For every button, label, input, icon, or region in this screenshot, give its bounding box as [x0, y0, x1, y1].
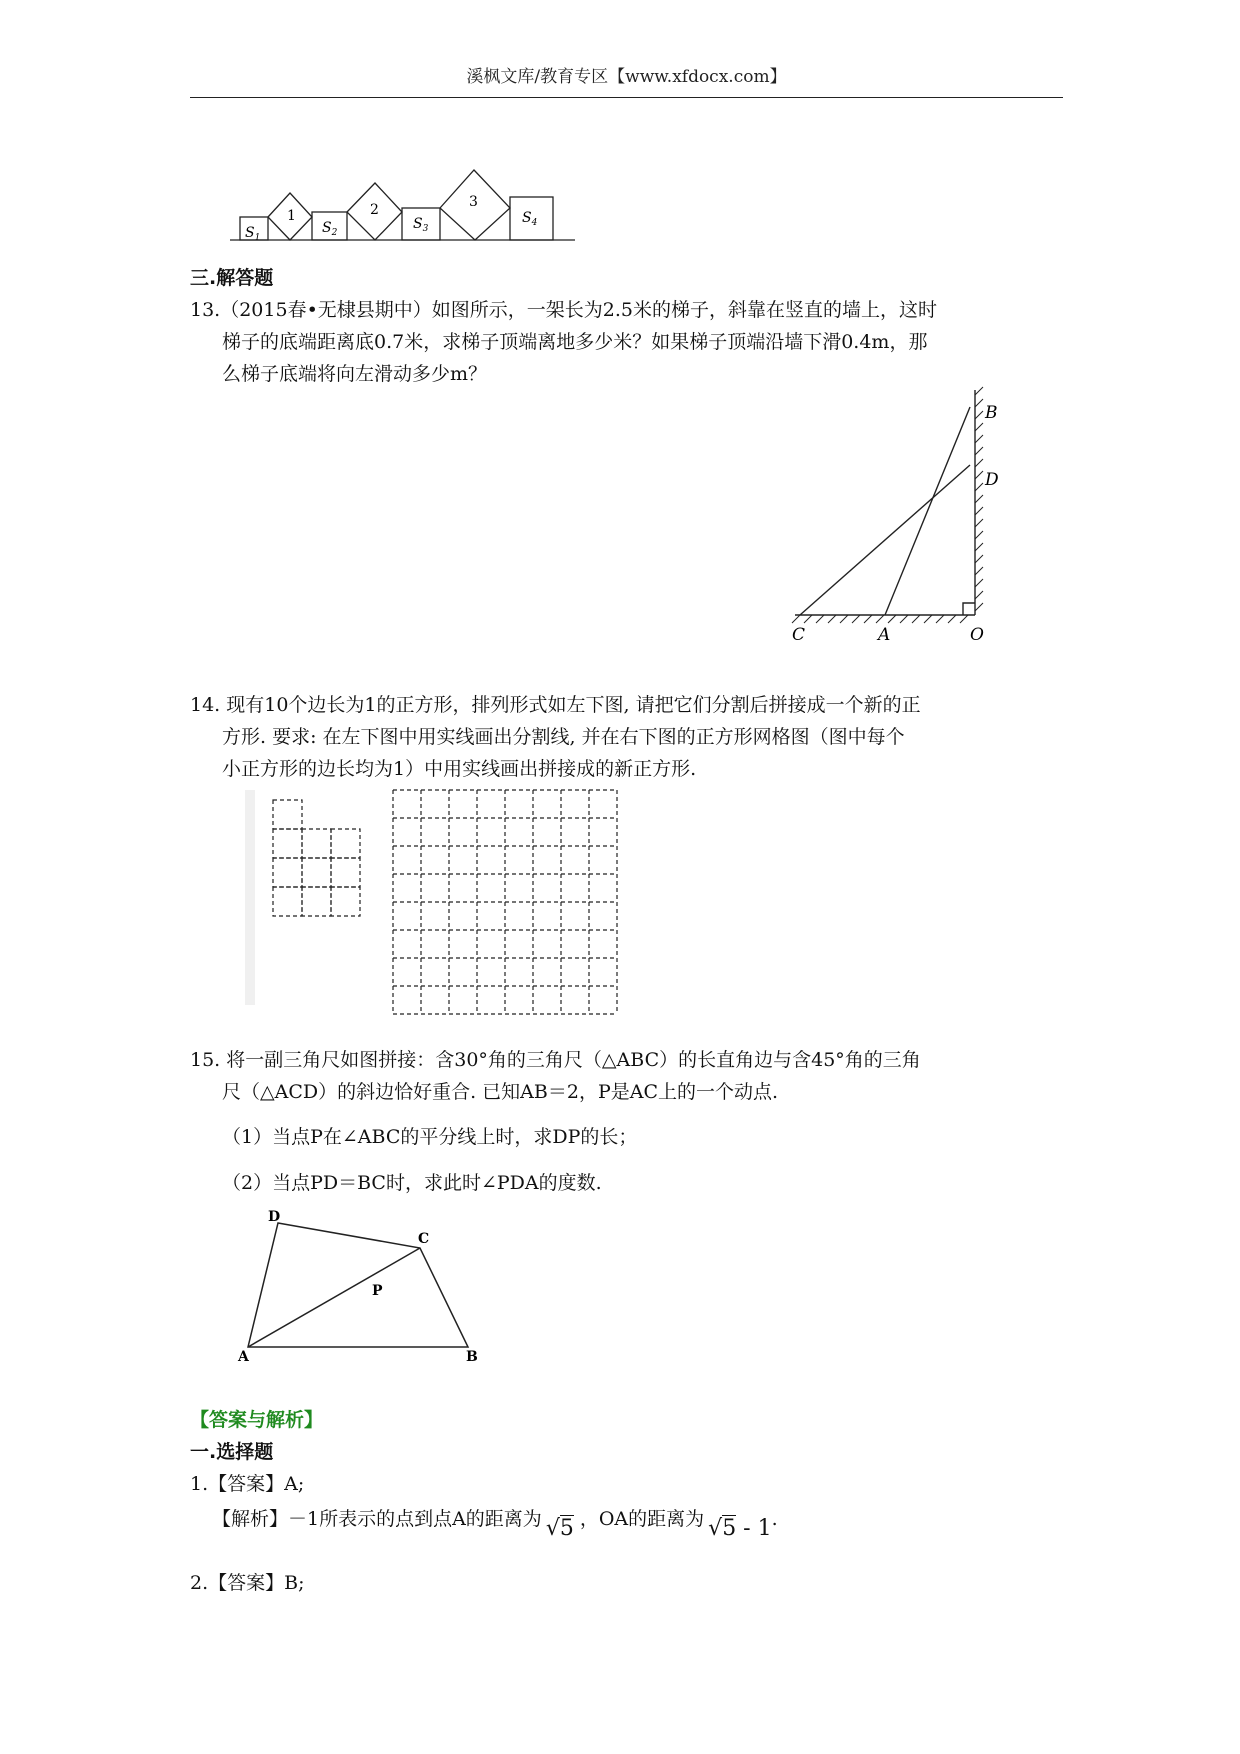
label-b: B	[466, 1349, 478, 1365]
page-header: 溪枫文库/教育专区【www.xfdocx.com】	[466, 67, 787, 87]
square-label-2: 2	[370, 202, 379, 218]
label-b: B	[985, 403, 998, 423]
square-label-3: 3	[469, 194, 478, 210]
label-d: D	[985, 470, 999, 490]
s1-label: $S_1$	[245, 225, 261, 243]
answer-2: 2.【答案】B;	[190, 1572, 305, 1594]
q14-line3: 小正方形的边长均为1）中用实线画出拼接成的新正方形.	[222, 758, 697, 780]
label-c: C	[792, 625, 806, 645]
label-d: D	[268, 1209, 281, 1225]
square-label-1: 1	[287, 208, 296, 224]
ten-squares-figure	[245, 790, 375, 1010]
answer-1: 1.【答案】A;	[190, 1473, 305, 1495]
analysis-text-pre: 【解析】－1所表示的点到点A的距离为	[212, 1508, 542, 1530]
q13-line2: 梯子的底端距离底0.7米，求梯子顶端离地多少米？如果梯子顶端沿墙下滑0.4m，那	[222, 331, 928, 353]
ladder-ab	[885, 407, 970, 615]
diagonal-ac	[248, 1248, 420, 1347]
answer-1-analysis	[212, 1504, 778, 1541]
ladder-figure	[780, 385, 1020, 645]
label-c: C	[418, 1231, 430, 1247]
sqrt-5-a: √5	[545, 1516, 574, 1541]
s2-label: $S_2$	[322, 220, 338, 238]
right-angle-mark	[963, 603, 975, 615]
s3-label: $S_3$	[413, 216, 429, 234]
triangle-figure	[230, 1205, 490, 1365]
s4-label: $S_4$	[522, 210, 538, 228]
q15-sub1: （1）当点P在∠ABC的平分线上时，求DP的长；	[222, 1126, 638, 1148]
section-title-3: 三.解答题	[190, 267, 274, 289]
label-a: A	[238, 1349, 249, 1365]
q13-line1: 13.（2015春•无棣县期中）如图所示，一架长为2.5米的梯子，斜靠在竖直的墙上，这时	[190, 299, 937, 321]
ladder-cd	[800, 465, 970, 615]
sqrt-5-b: √5 - 1	[708, 1516, 772, 1541]
section-title-1: 一.选择题	[190, 1441, 274, 1463]
squares-figure	[230, 160, 580, 250]
answers-title: 【答案与解析】	[190, 1409, 324, 1431]
label-p: P	[372, 1283, 383, 1299]
q14-line1: 14. 现有10个边长为1的正方形，排列形式如左下图, 请把它们分割后拼接成一个新的正	[190, 694, 921, 716]
q13-line3: 么梯子底端将向左滑动多少m？	[222, 363, 488, 385]
label-a: A	[878, 625, 891, 645]
analysis-end: .	[771, 1508, 778, 1530]
q14-line2: 方形. 要求: 在左下图中用实线画出分割线, 并在右下图的正方形网格图（图中每个	[222, 726, 905, 748]
analysis-text-mid: ，OA的距离为	[579, 1508, 705, 1530]
header-rule	[190, 97, 1063, 98]
q15-sub2: （2）当点PD＝BC时，求此时∠PDA的度数.	[222, 1172, 602, 1194]
q15-line2: 尺（△ACD）的斜边恰好重合. 已知AB＝2，P是AC上的一个动点.	[222, 1081, 779, 1103]
grid-figure	[388, 785, 628, 1025]
q15-line1: 15. 将一副三角尺如图拼接：含30°角的三角尺（△ABC）的长直角边与含45°角的三角	[190, 1049, 921, 1071]
label-o: O	[970, 625, 984, 645]
